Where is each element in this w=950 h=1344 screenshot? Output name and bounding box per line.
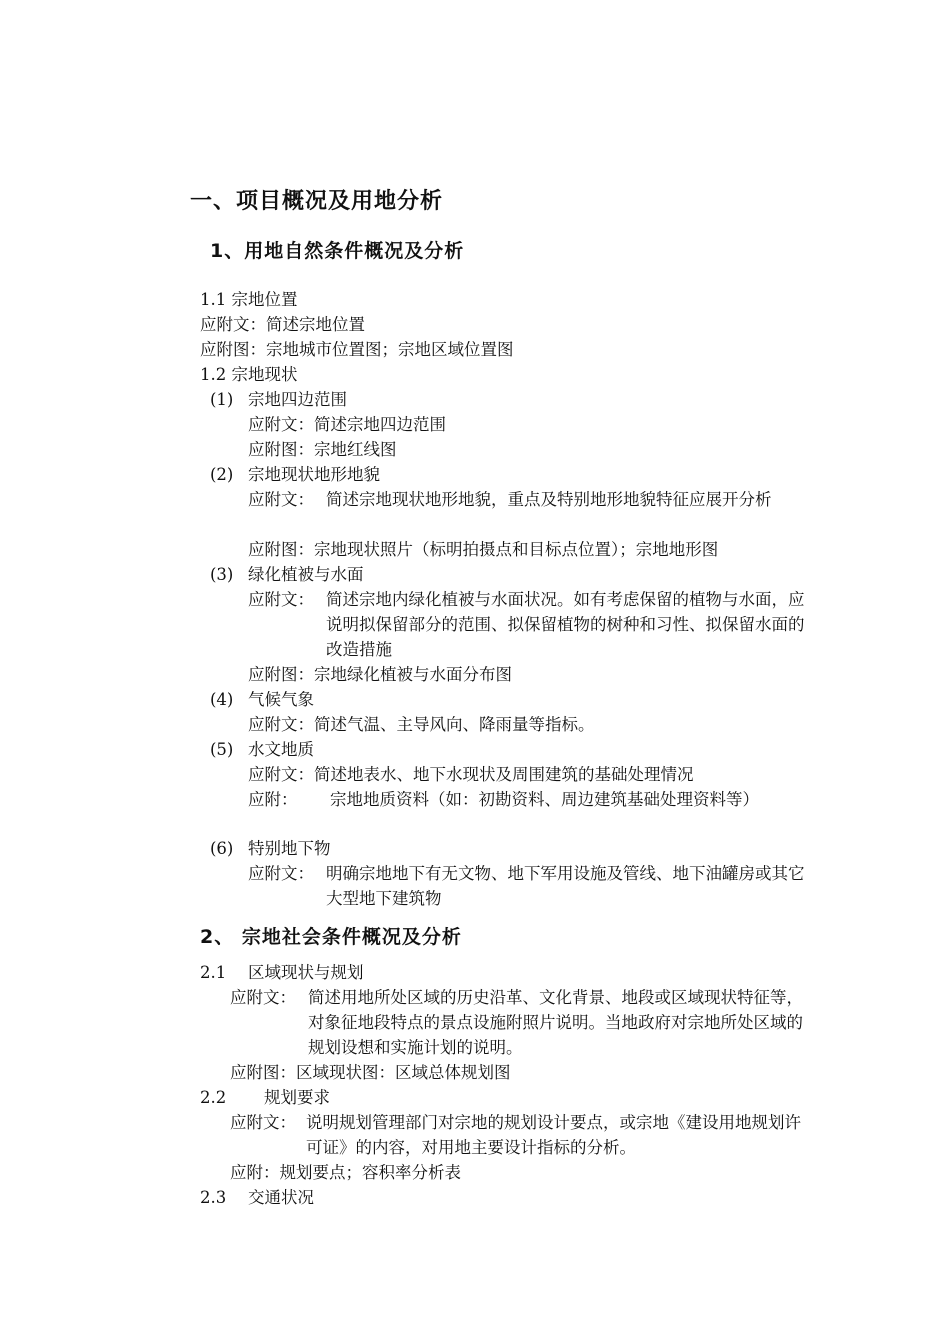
subsection-2-3 bbox=[200, 1185, 314, 1210]
subsection-title: 宗地现状 bbox=[231, 365, 298, 384]
item-title: 特别地下物 bbox=[248, 839, 331, 858]
line-text: 宗地地质资料（如：初勘资料、周边建筑基础处理资料等） bbox=[330, 790, 759, 809]
item-4-text bbox=[248, 712, 595, 737]
item-3-text: 简述宗地内绿化植被与水面状况。如有考虑保留的植物与水面，应说明拟保留部分的范围、拟保留植物的树种和习性、拟保留水面的改造措施 bbox=[326, 590, 805, 659]
subsection-title: 宗地位置 bbox=[231, 290, 298, 309]
subsection-title: 规划要求 bbox=[264, 1088, 330, 1107]
item-2-figure bbox=[248, 537, 718, 562]
subsection-2-2 bbox=[200, 1085, 330, 1110]
section-1-heading: 1、用地自然条件概况及分析 bbox=[210, 240, 465, 262]
subsection-number: 2.2 bbox=[200, 1088, 227, 1107]
subsection-2-2-text: 说明规划管理部门对宗地的规划设计要点，或宗地《建设用地规划许可证》的内容，对用地主要设计指标的分析。 bbox=[306, 1113, 801, 1157]
item-6-text: 明确宗地地下有无文物、地下军用设施及管线、地下油罐房或其它大型地下建筑物 bbox=[326, 864, 805, 908]
item-title: 气候气象 bbox=[248, 690, 314, 709]
item-5-text bbox=[248, 762, 694, 787]
line-label: 应附： bbox=[248, 790, 298, 809]
item-5-heading bbox=[210, 737, 314, 762]
subsection-title: 区域现状与规划 bbox=[248, 963, 364, 982]
item-number: (2) bbox=[210, 465, 234, 484]
subsection-number: 2.1 bbox=[200, 963, 227, 982]
item-3-figure bbox=[248, 662, 512, 687]
subsection-2-2-attachment: 应附：规划要点；容积率分析表 bbox=[230, 1163, 461, 1182]
line-label: 应附图： bbox=[248, 540, 314, 559]
subsection-2-1-text: 简述用地所处区域的历史沿革、文化背景、地段或区域现状特征等，对象征地段特点的景点设施附照片说明。当地政府对宗地所处区域的规划设想和实施计划的说明。 bbox=[308, 988, 803, 1057]
item-1-figure bbox=[248, 437, 397, 462]
subsection-number: 2.3 bbox=[200, 1188, 227, 1207]
item-3-text-label: 应附文： bbox=[248, 590, 314, 609]
item-title: 宗地四边范围 bbox=[248, 390, 347, 409]
subsection-title: 交通状况 bbox=[248, 1188, 314, 1207]
required-text-line: 应附文：简述宗地位置 bbox=[200, 315, 365, 334]
item-title: 绿化植被与水面 bbox=[248, 565, 364, 584]
item-title: 水文地质 bbox=[248, 740, 314, 759]
subsection-2-1-figures: 应附图：区域现状图：区域总体规划图 bbox=[230, 1063, 511, 1082]
line-text: 简述宗地四边范围 bbox=[314, 415, 446, 434]
section-2-heading: 2、 宗地社会条件概况及分析 bbox=[200, 926, 462, 948]
subsection-2-2-text-label: 应附文： bbox=[230, 1113, 296, 1132]
item-3-heading bbox=[210, 562, 364, 587]
line-text: 宗地绿化植被与水面分布图 bbox=[314, 665, 512, 684]
item-title: 宗地现状地形地貌 bbox=[248, 465, 380, 484]
item-6-text-label: 应附文： bbox=[248, 864, 314, 883]
line-label: 应附图： bbox=[248, 440, 314, 459]
line-text: 简述地表水、地下水现状及周围建筑的基础处理情况 bbox=[314, 765, 694, 784]
subsection-2-1 bbox=[200, 960, 364, 985]
item-number: (4) bbox=[210, 690, 234, 709]
subsection-number: 1.2 bbox=[200, 365, 227, 384]
item-6-heading bbox=[210, 836, 331, 861]
line-label: 应附图： bbox=[248, 665, 314, 684]
subsection-2-1-text-label: 应附文： bbox=[230, 988, 296, 1007]
chapter-heading: 一、项目概况及用地分析 bbox=[190, 189, 444, 214]
item-5-attachment bbox=[248, 787, 808, 812]
item-1-heading bbox=[210, 387, 347, 412]
line-label: 应附文： bbox=[248, 715, 314, 734]
line-label: 应附文： bbox=[248, 765, 314, 784]
line-text: 宗地现状照片（标明拍摄点和目标点位置）；宗地地形图 bbox=[314, 540, 719, 559]
line-text: 宗地红线图 bbox=[314, 440, 397, 459]
item-2-heading bbox=[210, 462, 380, 487]
item-number: (5) bbox=[210, 740, 234, 759]
item-4-heading bbox=[210, 687, 314, 712]
line-label: 应附文： bbox=[248, 415, 314, 434]
item-1-text bbox=[248, 412, 446, 437]
subsection-number: 1.1 bbox=[200, 290, 227, 309]
line-text: 简述气温、主导风向、降雨量等指标。 bbox=[314, 715, 595, 734]
item-number: (6) bbox=[210, 839, 234, 858]
item-number: (3) bbox=[210, 565, 234, 584]
item-2-text-label: 应附文： bbox=[248, 490, 314, 509]
subsection-1-2 bbox=[200, 362, 298, 387]
required-figure-line: 应附图：宗地城市位置图；宗地区域位置图 bbox=[200, 340, 514, 359]
item-2-text: 简述宗地现状地形地貌，重点及特别地形地貌特征应展开分析 bbox=[326, 490, 772, 509]
item-number: (1) bbox=[210, 390, 234, 409]
subsection-1-1 bbox=[200, 287, 298, 312]
